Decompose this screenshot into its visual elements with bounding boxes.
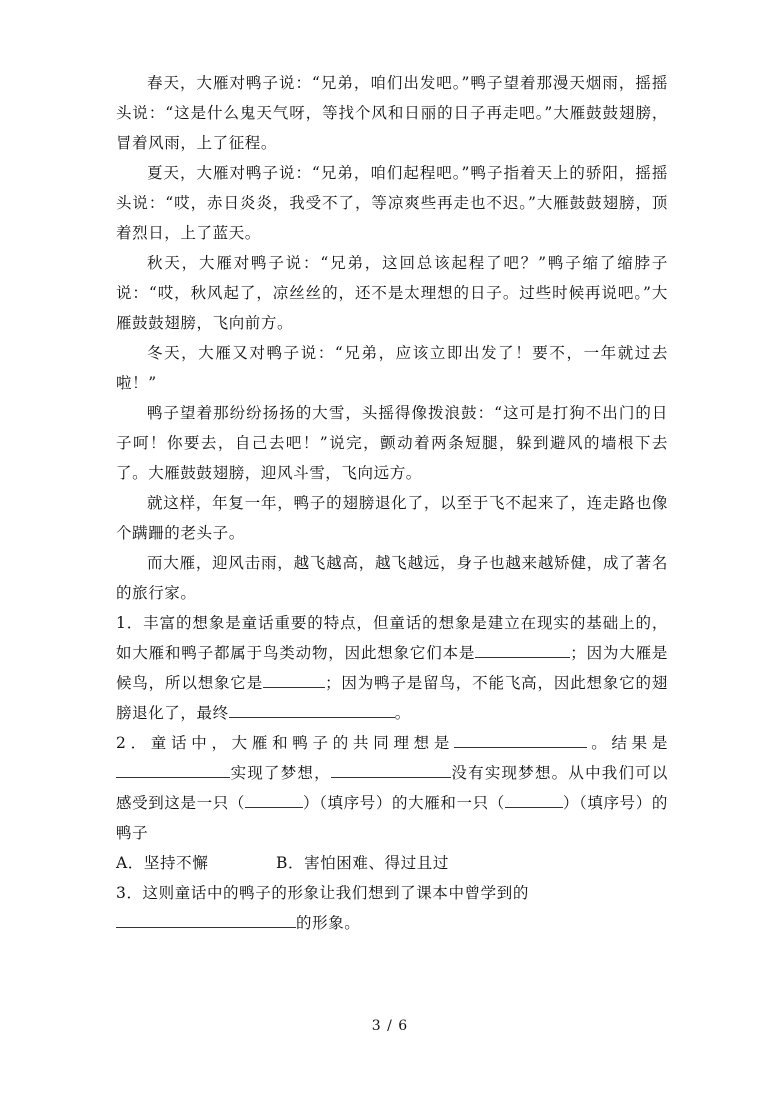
- q1-text-d: 。: [394, 704, 411, 722]
- q2-blank-success[interactable]: [116, 759, 230, 778]
- q2-blank-goose-option[interactable]: [245, 789, 303, 808]
- option-b: B．害怕困难、得过且过: [276, 854, 449, 872]
- q1-blank-3[interactable]: [229, 699, 395, 718]
- q1-blank-2[interactable]: [263, 669, 325, 688]
- story-paragraph-winter: 冬天，大雁又对鸭子说：“兄弟，应该立即出发了！要不，一年就过去啦！”: [116, 344, 668, 392]
- story-paragraph-snow: 鸭子望着那纷纷扬扬的大雪，头摇得像拨浪鼓：“这可是打狗不出门的日子呵！你要去，自己去吧！”说完，颤动着两条短腿，躲到避风的墙根下去了。大雁鼓鼓翅膀，迎风斗雪，飞向远方。: [116, 404, 668, 482]
- q2-text-b: 。结果是: [587, 734, 668, 752]
- q2-options: [116, 848, 668, 878]
- story-paragraph-ending: 而大雁，迎风击雨，越飞越高，越飞越远，身子也越来越矫健，成了著名的旅行家。: [116, 554, 668, 602]
- q1-text-b: ；因为大雁是候鸟，所以想象它是: [116, 644, 668, 692]
- story-paragraph-years: 就这样，年复一年，鸭子的翅膀退化了，以至于飞不起来了，连走路也像个蹒跚的老头子。: [116, 494, 668, 542]
- story-paragraph-autumn: 秋天，大雁对鸭子说：“兄弟，这回总该起程了吧？”鸭子缩了缩脖子说：“哎，秋风起了，凉丝丝的，还不是太理想的日子。过些时候再说吧。”大雁鼓鼓翅膀，飞向前方。: [116, 254, 668, 332]
- question-3-line-2: [116, 908, 668, 938]
- q2-blank-fail[interactable]: [331, 759, 451, 778]
- q1-text-c: ；因为鸭子是留鸟，不能飞高，因此想象它的翅膀退化了，最终: [116, 674, 668, 722]
- q2-text-e: ）（填序号）的大雁和一只（: [303, 794, 505, 812]
- question-1: [116, 608, 668, 728]
- story-paragraph-summer: 夏天，大雁对鸭子说：“兄弟，咱们起程吧。”鸭子指着天上的骄阳，摇摇头说：“哎，赤日炎炎，我受不了，等凉爽些再走也不迟。”大雁鼓鼓翅膀，顶着烈日，上了蓝天。: [116, 164, 668, 242]
- page-number: 3 / 6: [371, 1018, 409, 1034]
- story-paragraph-spring: 春天，大雁对鸭子说：“兄弟，咱们出发吧。”鸭子望着那漫天烟雨，摇摇头说：“这是什么鬼天气呀，等找个风和日丽的日子再走吧。”大雁鼓鼓翅膀，冒着风雨，上了征程。: [116, 74, 668, 152]
- document-body: [116, 68, 668, 938]
- q3-text-b: 的形象。: [296, 914, 361, 932]
- q1-blank-1[interactable]: [475, 639, 570, 658]
- question-2: [116, 728, 668, 848]
- option-a: A．坚持不懈: [116, 854, 209, 872]
- q3-blank[interactable]: [116, 909, 296, 928]
- q2-text-c: 实现了梦想，: [230, 764, 331, 782]
- q1-text-a: 1．丰富的想象是童话重要的特点，但童话的想象是建立在现实的基础上的，如大雁和鸭子都属于鸟类动物，因此想象它们本是: [116, 614, 668, 662]
- q2-text-d: 没有实现梦想。从中我们可以感受到这是一只（: [116, 764, 668, 812]
- q3-text-a: 3．这则童话中的鸭子的形象让我们想到了课本中曾学到的: [116, 884, 529, 902]
- q2-blank-duck-option[interactable]: [505, 789, 563, 808]
- question-3: [116, 878, 668, 908]
- q2-text-f: ）（填序号）的鸭子: [116, 794, 669, 842]
- q2-blank-ideal[interactable]: [454, 729, 587, 748]
- q2-text-a: 2．童话中，大雁和鸭子的共同理想是: [116, 734, 455, 752]
